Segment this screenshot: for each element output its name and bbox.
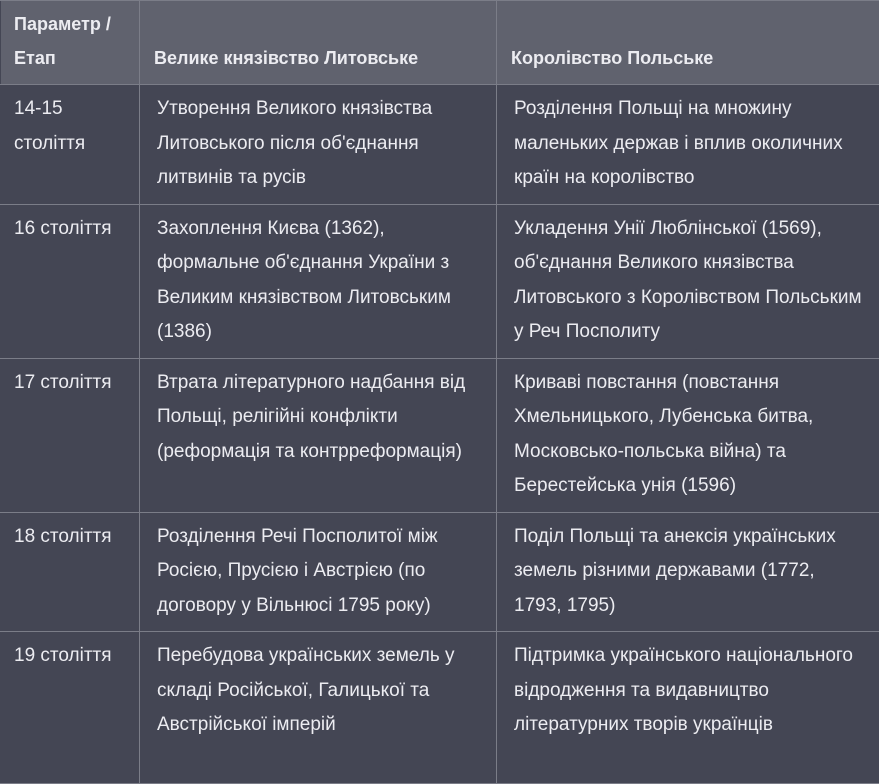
cell-lithuania: Втрата літературного надбання від Польщі, релігійні конфлікти (реформація та контрреформація) (140, 358, 497, 512)
header-poland: Королівство Польське (497, 1, 879, 85)
cell-period: 18 століття (1, 512, 140, 632)
cell-period: 17 століття (1, 358, 140, 512)
cell-period: 16 століття (1, 204, 140, 358)
header-parameter: Параметр / Етап (1, 1, 140, 85)
table-body (1, 85, 879, 784)
table-header (1, 1, 879, 85)
table-row (1, 204, 879, 358)
cell-lithuania: Захоплення Києва (1362), формальне об'єднання України з Великим князівством Литовським (1386) (140, 204, 497, 358)
table-row (1, 632, 879, 784)
table-row (1, 85, 879, 205)
cell-period: 14-15 століття (1, 85, 140, 205)
header-lithuania: Велике князівство Литовське (140, 1, 497, 85)
table-row (1, 358, 879, 512)
cell-poland: Розділення Польщі на множину маленьких держав і вплив околичних країн на королівство (497, 85, 879, 205)
cell-period: 19 століття (1, 632, 140, 784)
cell-lithuania: Перебудова українських земель у складі Російської, Галицької та Австрійської імперій (140, 632, 497, 784)
cell-lithuania: Розділення Речі Посполитої між Росією, Прусією і Австрією (по договору у Вільнюсі 1795 року) (140, 512, 497, 632)
table-row (1, 512, 879, 632)
cell-poland: Поділ Польщі та анексія українських земель різними державами (1772, 1793, 1795) (497, 512, 879, 632)
cell-poland: Укладення Унії Люблінської (1569), об'єднання Великого князівства Литовського з Королівством Польським у Реч Посполиту (497, 204, 879, 358)
cell-poland: Підтримка українського національного відродження та видавництво літературних творів українців (497, 632, 879, 784)
header-row (1, 1, 879, 85)
cell-lithuania: Утворення Великого князівства Литовського після об'єднання литвинів та русів (140, 85, 497, 205)
cell-poland: Криваві повстання (повстання Хмельницького, Лубенська битва, Московсько-польська війна) та Берестейська унія (1596) (497, 358, 879, 512)
